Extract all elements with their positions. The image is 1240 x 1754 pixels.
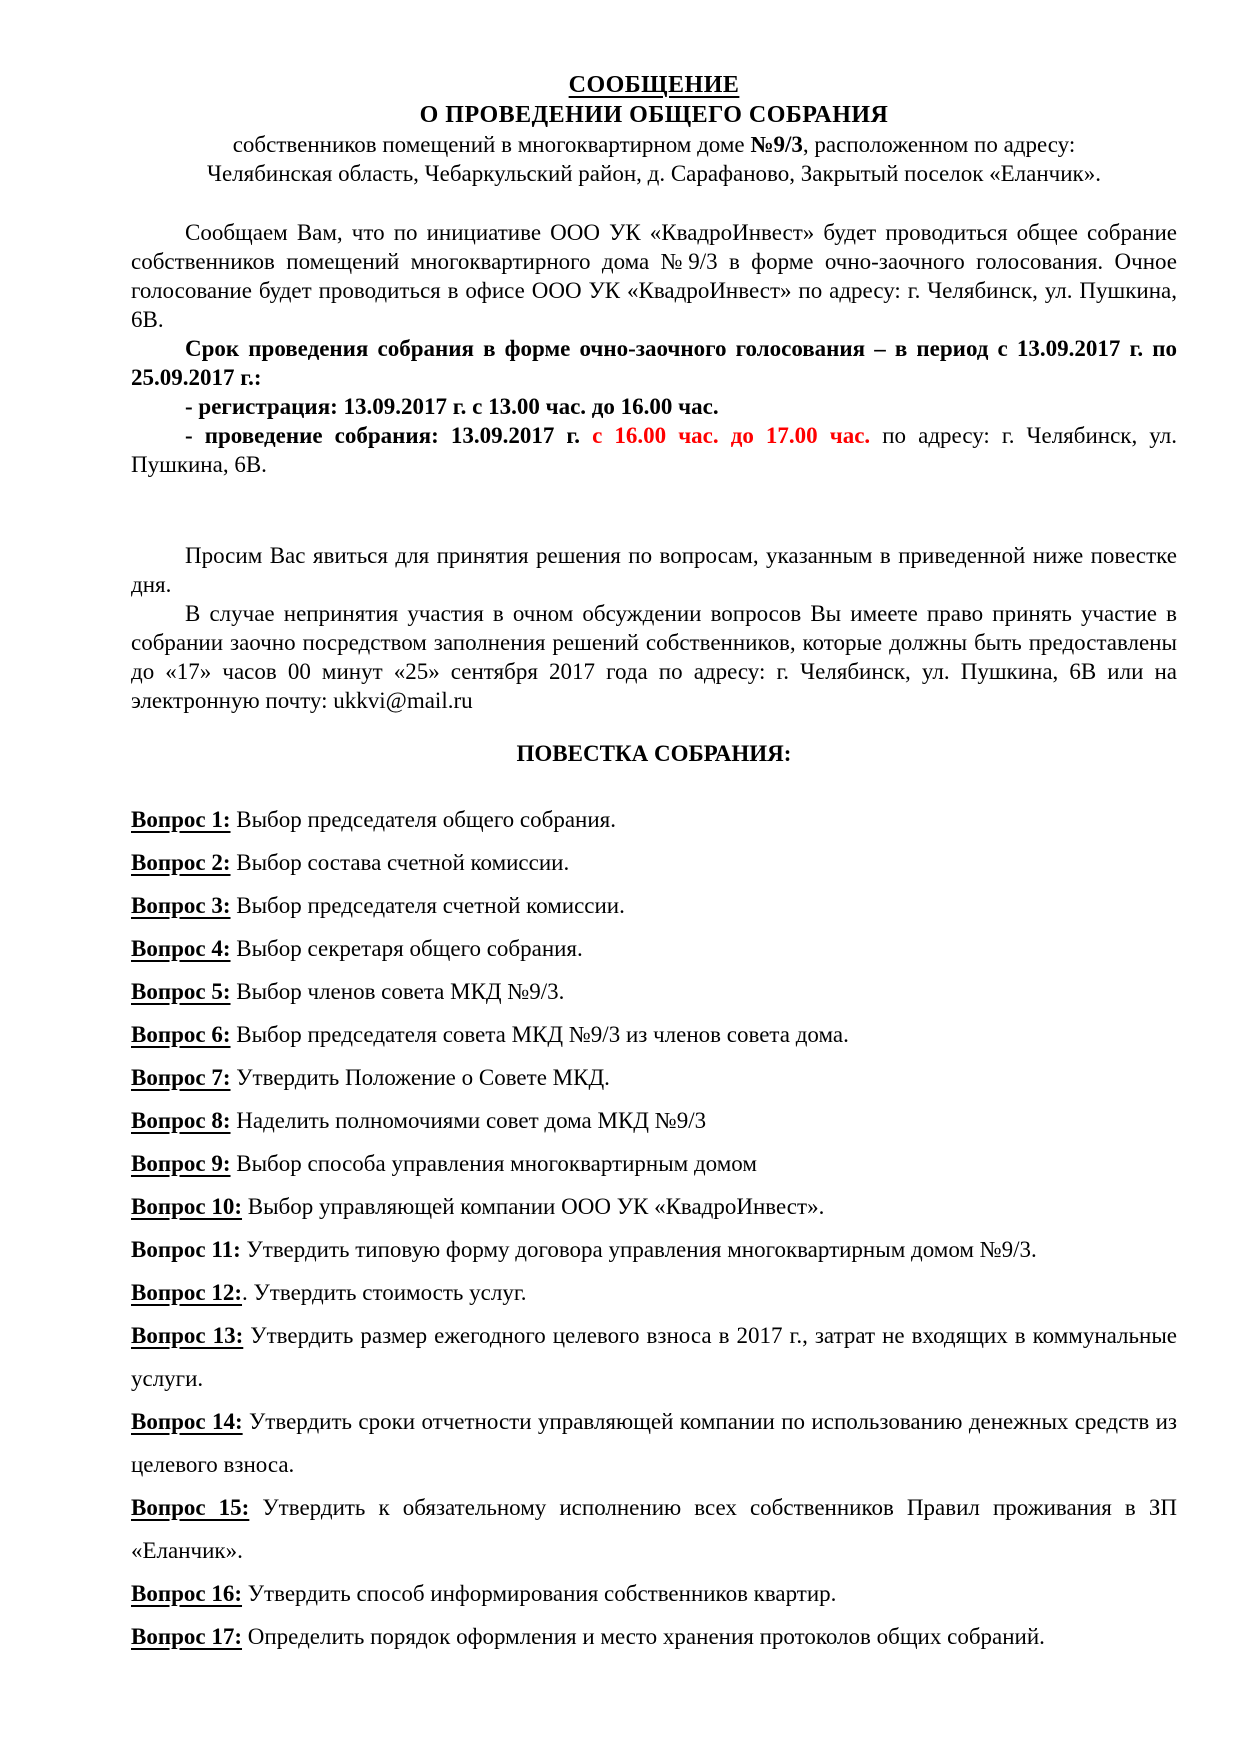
notice-title: СООБЩЕНИЕ: [568, 72, 740, 98]
agenda-item: [131, 927, 1177, 970]
agenda-item: [131, 1056, 1177, 1099]
question-text: Утвердить способ информирования собственников квартир.: [242, 1581, 837, 1606]
question-label: Вопрос 8:: [131, 1108, 231, 1133]
question-label: Вопрос 15:: [131, 1495, 250, 1520]
question-text: Выбор управляющей компании ООО УК «КвадроИнвест».: [242, 1194, 825, 1219]
agenda-item: [131, 884, 1177, 927]
question-text: Утвердить типовую форму договора управления многоквартирным домом №9/3.: [240, 1237, 1037, 1262]
notice-subtitle-line1: [131, 130, 1177, 159]
email-text: ukkvi@mail.ru: [333, 688, 473, 713]
question-label: Вопрос 6:: [131, 1022, 231, 1047]
agenda-item: [131, 1486, 1177, 1572]
question-label: Вопрос 9:: [131, 1151, 231, 1176]
invitation-paragraph: Просим Вас явиться для принятия решения по вопросам, указанным в приведенной ниже повестке дня.: [131, 543, 1177, 597]
notice-title-line2: О ПРОВЕДЕНИИ ОБЩЕГО СОБРАНИЯ: [419, 102, 889, 128]
document-header: [131, 70, 1177, 188]
meeting-suffix: по адресу: г. Челябинск, ул. Пушкина, 6В.: [131, 423, 1178, 477]
question-text: Выбор секретаря общего собрания.: [230, 936, 583, 961]
question-text: Выбор способа управления многоквартирным домом: [230, 1151, 757, 1176]
question-label: Вопрос 16:: [131, 1581, 243, 1606]
agenda-item: [131, 970, 1177, 1013]
question-label: Вопрос 12:: [131, 1280, 243, 1305]
question-text: Утвердить сроки отчетности управляющей компании по использованию денежных средств из целевого взноса.: [131, 1409, 1177, 1477]
question-label: Вопрос 2:: [131, 850, 231, 875]
agenda-item: [131, 1099, 1177, 1142]
house-number: №9/3: [750, 132, 803, 157]
question-text: . Утвердить стоимость услуг.: [242, 1280, 527, 1305]
question-label: Вопрос 14:: [131, 1409, 243, 1434]
question-label: Вопрос 7:: [131, 1065, 231, 1090]
absentee-text: В случае непринятия участия в очном обсуждении вопросов Вы имеете право принять участие в собрании заочно посредством заполнения решений собственников, которые должны быть предоставлены до «17» часов 00 минут «25» сентября 2017 года по адресу: г. Челябинск, ул. Пушкина, 6В или на электронную почту:: [131, 601, 1177, 713]
question-label: Вопрос 11:: [131, 1237, 241, 1262]
question-text: Выбор председателя счетной комиссии.: [230, 893, 625, 918]
agenda-list: [131, 798, 1177, 1658]
question-label: Вопрос 5:: [131, 979, 231, 1004]
question-text: Утвердить Положение о Совете МКД.: [230, 1065, 610, 1090]
agenda-item: [131, 1271, 1177, 1314]
meeting-prefix: - проведение собрания: 13.09.2017 г.: [185, 423, 593, 448]
agenda-item: [131, 1314, 1177, 1400]
question-text: Определить порядок оформления и место хранения протоколов общих собраний.: [242, 1624, 1045, 1649]
agenda-item: [131, 1572, 1177, 1615]
question-label: Вопрос 3:: [131, 893, 231, 918]
subtitle-post: , расположенном по адресу:: [802, 132, 1076, 157]
question-label: Вопрос 13:: [131, 1323, 244, 1348]
question-text: Выбор председателя общего собрания.: [230, 807, 617, 832]
agenda-title: ПОВЕСТКА СОБРАНИЯ:: [516, 741, 792, 766]
question-text: Выбор председателя совета МКД №9/3 из членов совета дома.: [230, 1022, 849, 1047]
question-text: Утвердить размер ежегодного целевого взноса в 2017 г., затрат не входящих в коммунальные услуги.: [131, 1323, 1177, 1391]
agenda-item: [131, 1013, 1177, 1056]
question-label: Вопрос 4:: [131, 936, 231, 961]
subtitle-pre: собственников помещений в многоквартирном доме: [232, 132, 751, 157]
meeting-line: [131, 421, 1177, 479]
intro-paragraph: Сообщаем Вам, что по инициативе ООО УК «КвадроИнвест» будет проводиться общее собрание собственников помещений многоквартирного дома №9/3 в форме очно-заочного голосования. Очное голосование будет проводиться в офисе ООО УК «КвадроИнвест» по адресу: г. Челябинск, ул. Пушкина, 6В.: [131, 220, 1177, 332]
agenda-item: [131, 1615, 1177, 1658]
agenda-item: [131, 1185, 1177, 1228]
voting-period-paragraph: Срок проведения собрания в форме очно-заочного голосования – в период с 13.09.2017 г. по 25.09.2017 г.:: [131, 336, 1177, 390]
absentee-paragraph: [131, 599, 1177, 715]
agenda-item: [131, 1400, 1177, 1486]
question-label: Вопрос 17:: [131, 1624, 243, 1649]
question-label: Вопрос 1:: [131, 807, 231, 832]
question-text: Выбор состава счетной комиссии.: [230, 850, 570, 875]
agenda-item: [131, 1228, 1177, 1271]
agenda-item: [131, 841, 1177, 884]
question-label: Вопрос 10:: [131, 1194, 243, 1219]
agenda-item: [131, 798, 1177, 841]
agenda-item: [131, 1142, 1177, 1185]
question-text: Наделить полномочиями совет дома МКД №9/3: [230, 1108, 707, 1133]
question-text: Выбор членов совета МКД №9/3.: [230, 979, 565, 1004]
meeting-time-highlight: с 16.00 час. до 17.00 час.: [592, 423, 871, 448]
question-text: Утвердить к обязательному исполнению всех собственников Правил проживания в ЗП «Еланчик».: [131, 1495, 1177, 1563]
registration-line: - регистрация: 13.09.2017 г. с 13.00 час. до 16.00 час.: [185, 394, 719, 419]
notice-subtitle-line2: Челябинская область, Чебаркульский район, д. Сарафаново, Закрытый поселок «Еланчик».: [207, 161, 1101, 186]
